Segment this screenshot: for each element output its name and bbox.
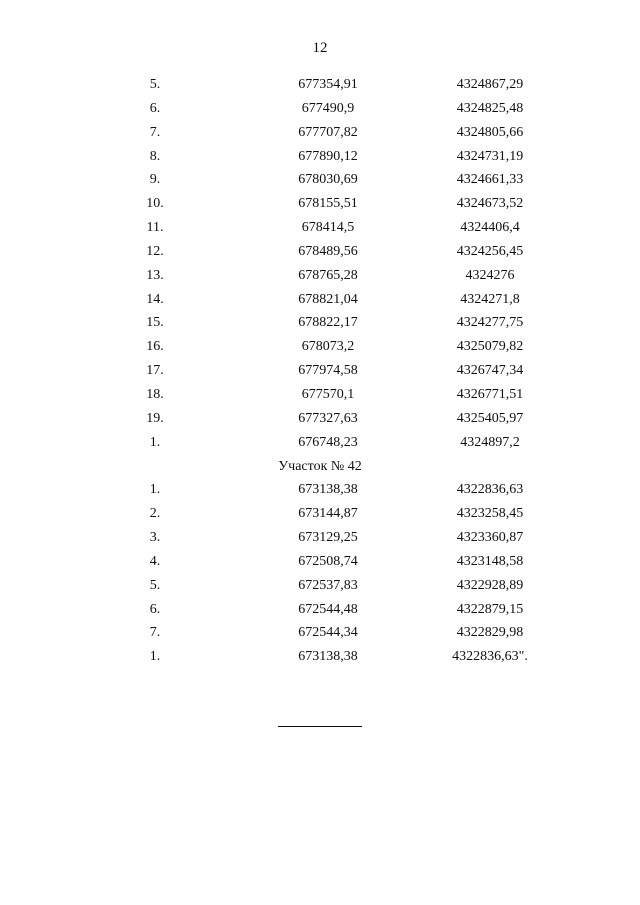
coordinate-row [0,502,640,526]
coordinate-row [0,311,640,335]
coordinate-x: 677354,91 [298,77,358,92]
coordinate-row [0,192,640,216]
coordinate-row [0,97,640,121]
coordinate-x: 672544,48 [298,601,358,617]
section-row [0,455,640,479]
coordinate-y: 4325079,82 [456,339,524,355]
coordinate-x: 678030,69 [298,172,358,188]
coordinates-table [0,73,640,669]
coordinate-y: 4324406,4 [460,220,520,236]
coordinate-x: 672508,74 [298,553,358,569]
point-number: 7. [149,124,161,140]
coordinate-y: 4324661,33 [456,172,524,188]
page-number: 12 [312,40,328,56]
point-number: 17. [146,363,164,379]
coordinate-x: 672544,34 [298,625,358,641]
coordinate-row [0,168,640,192]
point-number: 8. [149,148,161,164]
point-number: 15. [146,315,164,331]
point-number: 13. [146,267,164,283]
coordinate-x: 678489,56 [298,243,358,259]
coordinate-row [0,216,640,240]
coordinate-x: 678765,28 [298,267,358,283]
coordinate-row [0,383,640,407]
coordinate-y: 4324731,19 [456,148,524,164]
coordinate-x: 676748,23 [298,434,358,450]
coordinate-row [0,335,640,359]
coordinate-y: 4322836,63". [452,649,528,665]
coordinate-y: 4326771,51 [456,386,524,402]
point-number: 10. [146,196,164,212]
point-number: 11. [146,220,164,236]
coordinate-x: 672537,83 [298,577,358,593]
point-number: 9. [149,172,161,188]
coordinate-y: 4324276 [465,267,515,283]
coordinate-x: 678822,17 [298,315,358,331]
document-end-line [278,726,362,727]
point-number: 19. [146,410,164,426]
point-number: 7. [149,625,161,641]
point-number: 2. [149,506,161,522]
coordinate-row [0,264,640,288]
coordinate-y: 4322879,15 [456,601,524,617]
point-number: 5. [149,577,161,593]
coordinate-row [0,621,640,645]
point-number: 16. [146,339,164,355]
coordinate-y: 4324825,48 [456,100,524,116]
coordinate-row [0,645,640,669]
coordinate-x: 677490,9 [301,100,355,116]
coordinate-y: 4325405,97 [456,410,524,426]
coordinate-y: 4324897,2 [460,434,520,450]
coordinate-y: 4324271,8 [460,291,520,307]
coordinate-y: 4324673,52 [456,196,524,212]
coordinate-x: 678414,5 [301,220,355,236]
coordinate-x: 677974,58 [298,363,358,379]
coordinate-row [0,121,640,145]
coordinate-x: 673144,87 [298,506,358,522]
point-number: 12. [146,243,164,259]
coordinate-y: 4323258,45 [456,506,524,522]
coordinate-row [0,526,640,550]
coordinate-row [0,550,640,574]
coordinate-row [0,574,640,598]
point-number: 1. [149,649,161,665]
coordinate-y: 4326747,34 [456,363,524,379]
coordinate-row [0,431,640,455]
coordinate-x: 673129,25 [298,530,358,546]
coordinate-y: 4323148,58 [456,553,524,569]
coordinate-x: 677707,82 [298,124,358,140]
point-number: 14. [146,291,164,307]
coordinate-y: 4324277,75 [456,315,524,331]
coordinate-row [0,598,640,622]
coordinate-y: 4324805,66 [456,124,524,140]
coordinate-y: 4324256,45 [456,243,524,259]
point-number: 1. [149,434,161,450]
coordinate-y: 4322829,98 [456,625,524,641]
point-number: 3. [149,530,161,546]
point-number: 1. [149,482,161,498]
coordinate-row [0,478,640,502]
coordinate-y: 4322836,63 [456,482,524,498]
point-number: 6. [149,601,161,617]
point-number: 18. [146,386,164,402]
coordinate-x: 678155,51 [298,196,358,212]
coordinate-x: 678073,2 [301,339,355,355]
coordinate-y: 4324867,29 [456,77,524,92]
coordinate-row [0,240,640,264]
point-number: 4. [149,553,161,569]
coordinate-row [0,145,640,169]
coordinate-x: 673138,38 [298,482,358,498]
point-number: 5. [149,77,161,92]
coordinate-x: 677890,12 [298,148,358,164]
coordinate-y: 4323360,87 [456,530,524,546]
coordinate-row [0,288,640,312]
coordinate-x: 677327,63 [298,410,358,426]
coordinate-x: 678821,04 [298,291,358,307]
coordinate-x: 677570,1 [301,386,355,402]
coordinate-y: 4322928,89 [456,577,524,593]
coordinate-row [0,359,640,383]
section-title: Участок № 42 [278,458,362,474]
coordinate-x: 673138,38 [298,649,358,665]
point-number: 6. [149,100,161,116]
coordinate-row [0,407,640,431]
coordinate-row [0,73,640,97]
